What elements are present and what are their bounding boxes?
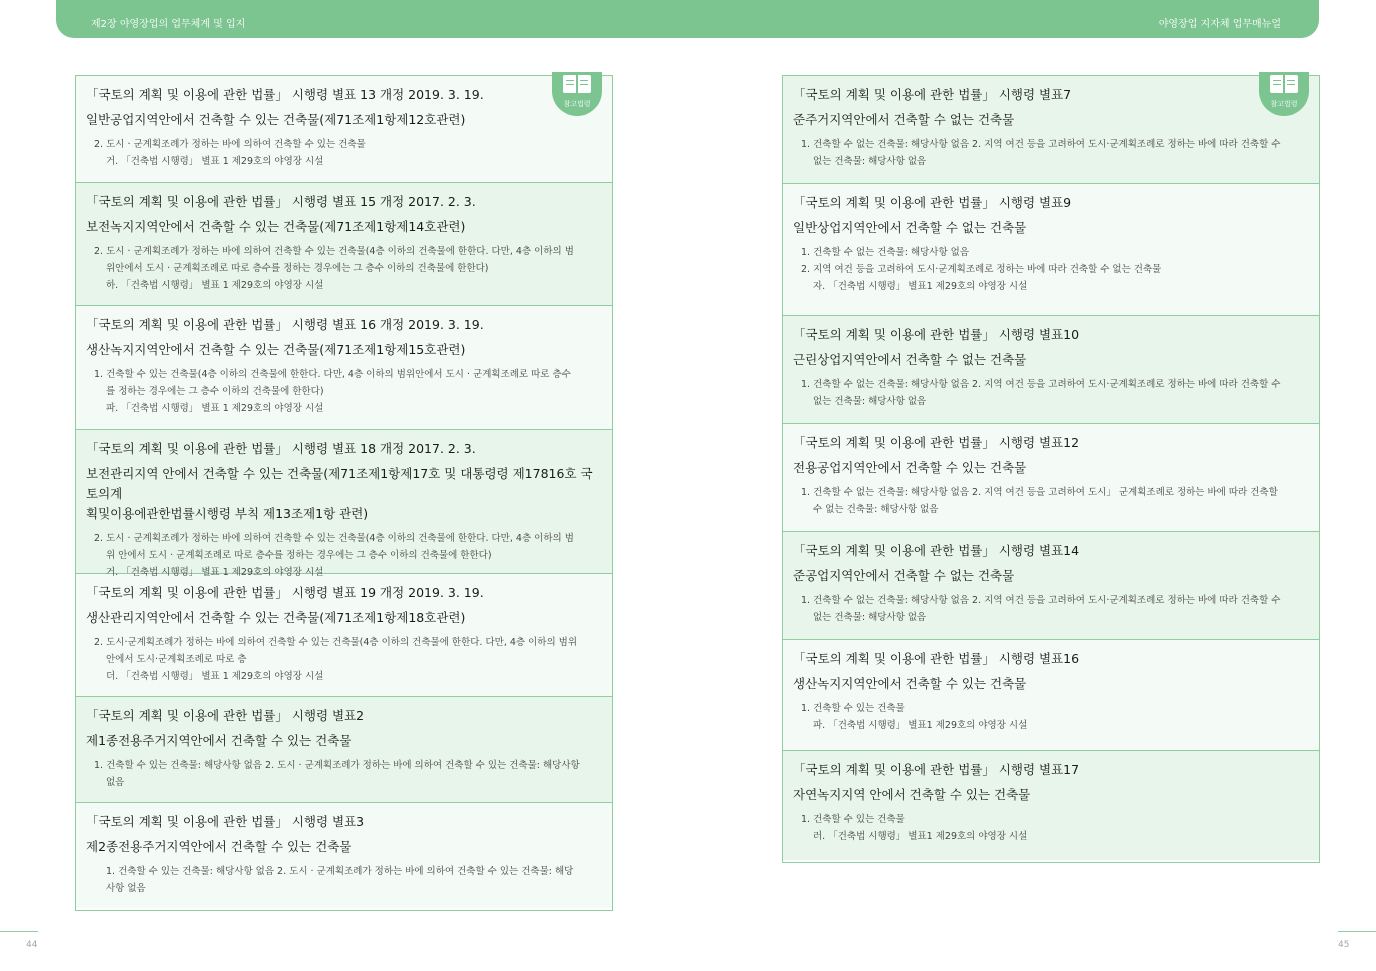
- section-subtitle: 보전녹지지역안에서 건축할 수 있는 건축물(제71조제1항제14호관련): [86, 219, 466, 234]
- section-line: 없는 건축물: 해당사항 없음: [813, 612, 927, 623]
- section-line: 를 정하는 경우에는 그 층수 이하의 건축물에 한한다): [106, 386, 324, 397]
- section-subtitle: 일반상업지역안에서 건축할 수 없는 건축물: [793, 220, 1027, 235]
- section-line: 1. 건축할 수 없는 건축물: 해당사항 없음 2. 지역 여건 등을 고려하여 도시」 군계획조례로 정하는 바에 따라 건축할: [801, 487, 1278, 498]
- section-line: 1. 건축할 수 없는 건축물: 해당사항 없음 2. 지역 여건 등을 고려하여 도시·군계획조례로 정하는 바에 따라 건축할 수: [801, 595, 1281, 606]
- section-title: 「국토의 계획 및 이용에 관한 법률」 시행령 별표 19 개정 2019. 3. 19.: [86, 585, 484, 600]
- section-table16-right: [783, 640, 1319, 751]
- section-line: 위 안에서 도시 · 군계획조례로 따로 층수를 정하는 경우에는 그 층수 이하의 건축물에 한한다): [106, 550, 492, 561]
- section-line: 더. 「건축법 시행령」 별표 1 제29호의 야영장 시설: [106, 671, 324, 682]
- section-title: 「국토의 계획 및 이용에 관한 법률」 시행령 별표12: [793, 435, 1080, 450]
- section-subtitle: 전용공업지역안에서 건축할 수 있는 건축물: [793, 460, 1027, 475]
- section-subtitle: 준주거지역안에서 건축할 수 없는 건축물: [793, 112, 1015, 127]
- section-title: 「국토의 계획 및 이용에 관한 법률」 시행령 별표17: [793, 762, 1080, 777]
- section-line: 자. 「건축법 시행령」 별표1 제29호의 야영장 시설: [813, 281, 1028, 292]
- section-table7: [783, 76, 1319, 184]
- book-icon: [563, 75, 591, 95]
- section-line: 없음: [106, 777, 125, 788]
- section-line: 1. 건축할 수 없는 건축물: 해당사항 없음: [801, 247, 970, 258]
- section-table17: [783, 751, 1319, 860]
- section-line: 2. 도시·군계획조례가 정하는 바에 의하여 건축할 수 있는 건축물(4층 이하의 건축물에 한한다. 다만, 4층 이하의 범위: [94, 637, 578, 648]
- section-line: 거. 「건축법 시행령」 별표 1 제29호의 야영장 시설: [106, 156, 324, 167]
- section-subtitle: 준공업지역안에서 건축할 수 없는 건축물: [793, 568, 1015, 583]
- section-subtitle: 근린상업지역안에서 건축할 수 없는 건축물: [793, 352, 1027, 367]
- page-number-left: 44: [26, 940, 38, 950]
- section-table16: [76, 306, 612, 430]
- section-line: 1. 건축할 수 있는 건축물: 해당사항 없음 2. 도시 · 군계획조례가 정하는 바에 의하여 건축할 수 있는 건축물: 해당사항: [94, 760, 580, 771]
- section-table19: [76, 574, 612, 697]
- section-table13: [76, 76, 612, 183]
- section-line: 사항 없음: [106, 883, 146, 894]
- section-table15: [76, 183, 612, 306]
- section-table9: [783, 184, 1319, 316]
- section-line: 2. 도시 · 군계획조례가 정하는 바에 의하여 건축할 수 있는 건축물: [94, 139, 366, 150]
- section-line: 없는 건축물: 해당사항 없음: [813, 396, 927, 407]
- section-title: 「국토의 계획 및 이용에 관한 법률」 시행령 별표2: [86, 708, 365, 723]
- section-line: 1. 건축할 수 없는 건축물: 해당사항 없음 2. 지역 여건 등을 고려하여 도시·군계획조례로 정하는 바에 따라 건축할 수: [801, 139, 1281, 150]
- section-table3: [76, 803, 612, 908]
- section-title: 「국토의 계획 및 이용에 관한 법률」 시행령 별표 18 개정 2017. 2. 3.: [86, 441, 476, 456]
- badge-label: 참고법령: [563, 100, 591, 108]
- section-line: 1. 건축할 수 있는 건축물: 해당사항 없음 2. 도시 · 군계획조례가 정하는 바에 의하여 건축할 수 있는 건축물: 해당: [106, 866, 574, 877]
- section-subtitle: 생산관리지역안에서 건축할 수 있는 건축물(제71조제1항제18호관련): [86, 610, 466, 625]
- section-title: 「국토의 계획 및 이용에 관한 법률」 시행령 별표10: [793, 327, 1080, 342]
- book-icon: [1270, 75, 1298, 95]
- section-line: 안에서 도시·군계획조례로 따로 층: [106, 654, 247, 665]
- chapter-title: 제2장 야영장업의 업무체계 및 입지: [91, 19, 246, 30]
- section-line: 없는 건축물: 해당사항 없음: [813, 156, 927, 167]
- manual-title: 야영장업 지자체 업무매뉴얼: [1158, 19, 1281, 30]
- header-bar: [56, 0, 1319, 38]
- section-line: 하. 「건축법 시행령」 별표 1 제29호의 야영장 시설: [106, 280, 324, 291]
- section-line: 파. 「건축법 시행령」 별표 1 제29호의 야영장 시설: [106, 403, 324, 414]
- section-table14: [783, 532, 1319, 640]
- section-line: 2. 도시 · 군계획조례가 정하는 바에 의하여 건축할 수 있는 건축물(4층 이하의 건축물에 한한다. 다만, 4층 이하의 범: [94, 533, 574, 544]
- section-line: 1. 건축할 수 있는 건축물(4층 이하의 건축물에 한한다. 다만, 4층 이하의 범위안에서 도시 · 군계획조례로 따로 층수: [94, 369, 571, 380]
- section-title: 「국토의 계획 및 이용에 관한 법률」 시행령 별표 13 개정 2019. 3. 19.: [86, 87, 484, 102]
- section-title: 「국토의 계획 및 이용에 관한 법률」 시행령 별표9: [793, 195, 1072, 210]
- page-number-right: 45: [1338, 940, 1350, 950]
- section-subtitle: 제1종전용주거지역안에서 건축할 수 있는 건축물: [86, 733, 352, 748]
- section-table2: [76, 697, 612, 803]
- section-line: 파. 「건축법 시행령」 별표1 제29호의 야영장 시설: [813, 720, 1028, 731]
- section-subtitle: 획및이용에관한법률시행령 부칙 제13조제1항 관련): [86, 506, 369, 521]
- section-line: 2. 지역 여건 등을 고려하여 도시·군계획조례로 정하는 바에 따라 건축할 수 없는 건축물: [801, 264, 1162, 275]
- footer-rule-right: [1338, 931, 1376, 932]
- section-line: 1. 건축할 수 있는 건축물: [801, 814, 905, 825]
- section-title: 「국토의 계획 및 이용에 관한 법률」 시행령 별표7: [793, 87, 1072, 102]
- section-subtitle: 생산녹지지역안에서 건축할 수 있는 건축물: [793, 676, 1027, 691]
- section-line: 수 없는 건축물: 해당사항 없음: [813, 504, 939, 515]
- section-table12: [783, 424, 1319, 532]
- section-subtitle: 보전관리지역 안에서 건축할 수 있는 건축물(제71조제1항제17호 및 대통령령 제17816호 국토의계: [86, 466, 593, 501]
- section-table18: [76, 430, 612, 578]
- section-line: 1. 건축할 수 있는 건축물: [801, 703, 905, 714]
- section-title: 「국토의 계획 및 이용에 관한 법률」 시행령 별표 16 개정 2019. 3. 19.: [86, 317, 484, 332]
- section-title: 「국토의 계획 및 이용에 관한 법률」 시행령 별표16: [793, 651, 1080, 666]
- section-line: 1. 건축할 수 없는 건축물: 해당사항 없음 2. 지역 여건 등을 고려하여 도시·군계획조례로 정하는 바에 따라 건축할 수: [801, 379, 1281, 390]
- section-line: 위안에서 도시 · 군계획조례로 따로 층수를 정하는 경우에는 그 층수 이하의 건축물에 한한다): [106, 263, 489, 274]
- section-subtitle: 자연녹지지역 안에서 건축할 수 있는 건축물: [793, 787, 1031, 802]
- section-line: 러. 「건축법 시행령」 별표1 제29호의 야영장 시설: [813, 831, 1028, 842]
- section-title: 「국토의 계획 및 이용에 관한 법률」 시행령 별표 15 개정 2017. 2. 3.: [86, 194, 476, 209]
- section-subtitle: 제2종전용주거지역안에서 건축할 수 있는 건축물: [86, 839, 352, 854]
- section-title: 「국토의 계획 및 이용에 관한 법률」 시행령 별표14: [793, 543, 1080, 558]
- left-column: [75, 75, 613, 911]
- section-line: 거. 「건축법 시행령」 별표 1 제29호의 야영장 시설: [106, 567, 324, 578]
- section-subtitle: 생산녹지지역안에서 건축할 수 있는 건축물(제71조제1항제15호관련): [86, 342, 466, 357]
- badge-label: 참고법령: [1270, 100, 1298, 108]
- section-table10: [783, 316, 1319, 424]
- section-line: 2. 도시 · 군계획조례가 정하는 바에 의하여 건축할 수 있는 건축물(4층 이하의 건축물에 한한다. 다만, 4층 이하의 범: [94, 246, 574, 257]
- section-subtitle: 일반공업지역안에서 건축할 수 있는 건축물(제71조제1항제12호관련): [86, 112, 466, 127]
- section-title: 「국토의 계획 및 이용에 관한 법률」 시행령 별표3: [86, 814, 365, 829]
- right-column: [782, 75, 1320, 863]
- footer-rule-left: [0, 931, 38, 932]
